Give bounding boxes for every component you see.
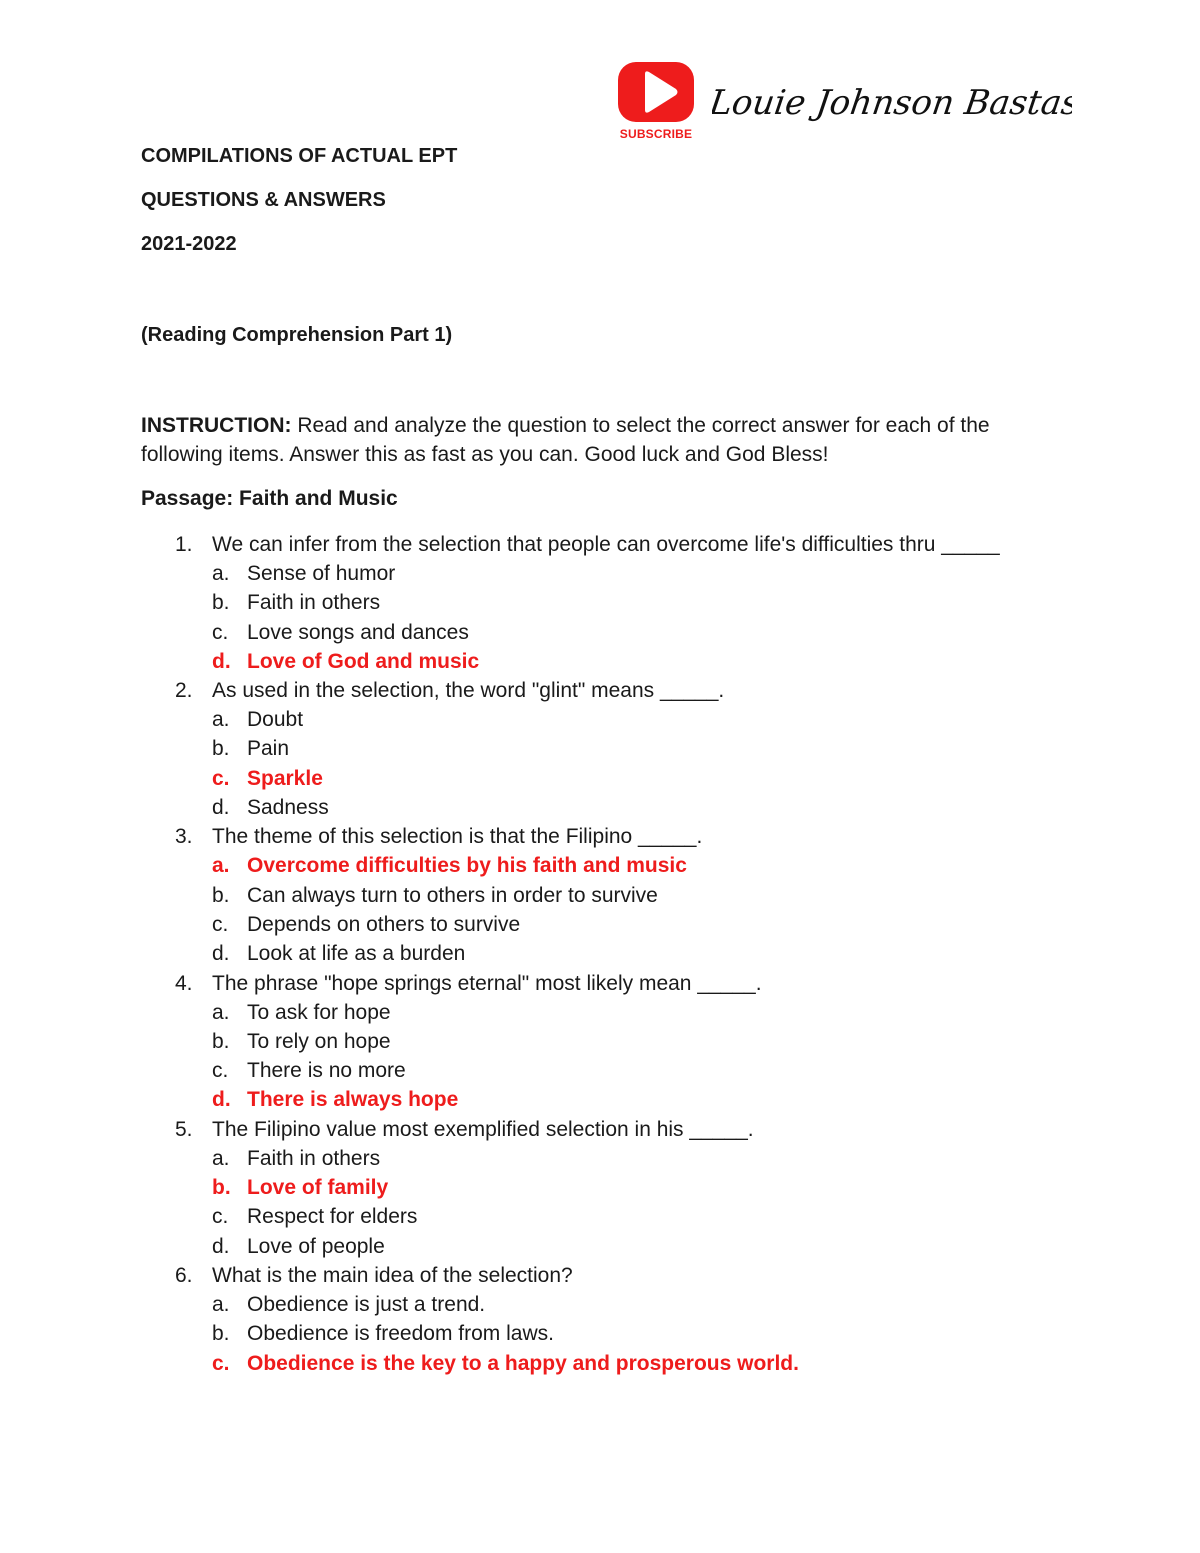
question-1 <box>141 530 1101 559</box>
answer-option <box>141 1144 1101 1173</box>
option-text: Obedience is just a trend. <box>247 1292 486 1316</box>
option-text: Love of God and music <box>247 649 480 673</box>
question-text: We can infer from the selection that people can overcome life's difficulties thru _____ <box>212 533 1000 556</box>
option-text: Obedience is the key to a happy and prosperous world. <box>247 1351 799 1375</box>
answer-option <box>141 734 1101 763</box>
option-text: Respect for elders <box>247 1205 418 1229</box>
question-text: What is the main idea of the selection? <box>212 1263 573 1287</box>
question-number: 5. <box>175 1117 193 1141</box>
option-text: There is no more <box>247 1059 406 1083</box>
option-letter: b. <box>212 1029 230 1053</box>
option-letter: c. <box>212 1059 229 1083</box>
passage-title: Passage: Faith and Music <box>141 487 398 510</box>
option-letter: b. <box>212 591 230 615</box>
option-text: Look at life as a burden <box>247 942 466 966</box>
option-letter: a. <box>212 1146 230 1170</box>
option-text: There is always hope <box>247 1088 459 1112</box>
answer-option <box>141 1232 1101 1261</box>
svg-text:Louie Johnson Bastasa: Louie Johnson Bastasa <box>712 83 1072 123</box>
answer-option <box>141 910 1101 939</box>
question-text: As used in the selection, the word "glint" means _____. <box>212 679 725 703</box>
question-number: 2. <box>175 679 193 703</box>
answer-option <box>141 939 1101 968</box>
document-title-line-3: 2021-2022 <box>141 233 237 255</box>
question-number: 6. <box>175 1263 193 1287</box>
answer-option <box>141 559 1101 588</box>
option-letter: a. <box>212 562 230 585</box>
subscribe-label: SUBSCRIBE <box>619 127 693 141</box>
option-text: Pain <box>247 737 290 761</box>
option-letter: d. <box>212 796 230 820</box>
option-letter: a. <box>212 1292 230 1316</box>
question-text: The Filipino value most exemplified selection in his _____. <box>212 1117 754 1141</box>
option-letter: b. <box>212 1322 230 1346</box>
option-text: Love of family <box>247 1176 389 1200</box>
option-letter: b. <box>212 1176 231 1200</box>
correct-answer-option <box>141 647 1101 676</box>
option-letter: a. <box>212 1000 230 1024</box>
question-4 <box>141 969 1101 998</box>
option-text: Doubt <box>247 708 304 732</box>
option-text: Obedience is freedom from laws. <box>247 1322 554 1346</box>
option-text: Sense of humor <box>247 562 396 585</box>
option-text: To rely on hope <box>247 1029 391 1053</box>
correct-answer-option <box>141 1173 1101 1202</box>
question-list <box>141 530 1101 1378</box>
option-text: Sadness <box>247 796 329 820</box>
option-letter: a. <box>212 854 230 878</box>
answer-option <box>141 1290 1101 1319</box>
option-letter: c. <box>212 912 229 936</box>
option-letter: d. <box>212 1234 230 1258</box>
option-letter: d. <box>212 649 231 673</box>
answer-option <box>141 793 1101 822</box>
instruction-text: Read and analyze the question to select the correct answer for each of the following items. Answer this as fast as you can. Good luck and God Bless! <box>141 414 990 466</box>
option-letter: c. <box>212 766 230 790</box>
option-text: Overcome difficulties by his faith and music <box>247 854 687 878</box>
question-6 <box>141 1261 1101 1290</box>
question-3 <box>141 822 1101 851</box>
answer-option <box>141 1056 1101 1085</box>
question-2 <box>141 676 1101 705</box>
option-letter: a. <box>212 708 230 732</box>
youtube-play-icon <box>618 62 694 122</box>
option-letter: c. <box>212 1205 229 1229</box>
answer-option <box>141 705 1101 734</box>
option-text: Faith in others <box>247 591 381 615</box>
option-letter: b. <box>212 737 230 761</box>
option-text: Can always turn to others in order to survive <box>247 883 658 907</box>
question-5 <box>141 1115 1101 1144</box>
question-number: 3. <box>175 825 193 849</box>
option-text: Faith in others <box>247 1146 381 1170</box>
option-text: To ask for hope <box>247 1000 391 1024</box>
handwritten-signature <box>712 72 1072 137</box>
question-text: The phrase "hope springs eternal" most likely mean _____. <box>212 971 762 995</box>
answer-option <box>141 1027 1101 1056</box>
option-letter: d. <box>212 942 230 966</box>
question-number: 1. <box>175 533 193 556</box>
correct-answer-option <box>141 851 1101 880</box>
youtube-logo[interactable] <box>614 58 698 142</box>
option-letter: b. <box>212 883 230 907</box>
question-text: The theme of this selection is that the Filipino _____. <box>212 825 703 849</box>
section-heading: (Reading Comprehension Part 1) <box>141 324 453 346</box>
question-number: 4. <box>175 971 193 995</box>
answer-option <box>141 1319 1101 1348</box>
answer-option <box>141 881 1101 910</box>
answer-option <box>141 588 1101 617</box>
correct-answer-option <box>141 1349 1101 1378</box>
option-text: Depends on others to survive <box>247 912 521 936</box>
document-title-line-1: COMPILATIONS OF ACTUAL EPT <box>141 145 458 167</box>
answer-option <box>141 618 1101 647</box>
option-text: Sparkle <box>247 766 323 790</box>
instruction-label: INSTRUCTION: <box>141 414 292 437</box>
answer-option <box>141 1202 1101 1231</box>
option-letter: d. <box>212 1088 231 1112</box>
correct-answer-option <box>141 764 1101 793</box>
option-text: Love of people <box>247 1234 385 1258</box>
correct-answer-option <box>141 1085 1101 1114</box>
answer-option <box>141 998 1101 1027</box>
document-title-line-2: QUESTIONS & ANSWERS <box>141 189 386 211</box>
option-letter: c. <box>212 1351 230 1375</box>
option-text: Love songs and dances <box>247 620 469 644</box>
instruction-paragraph <box>141 411 1071 469</box>
option-letter: c. <box>212 620 229 644</box>
